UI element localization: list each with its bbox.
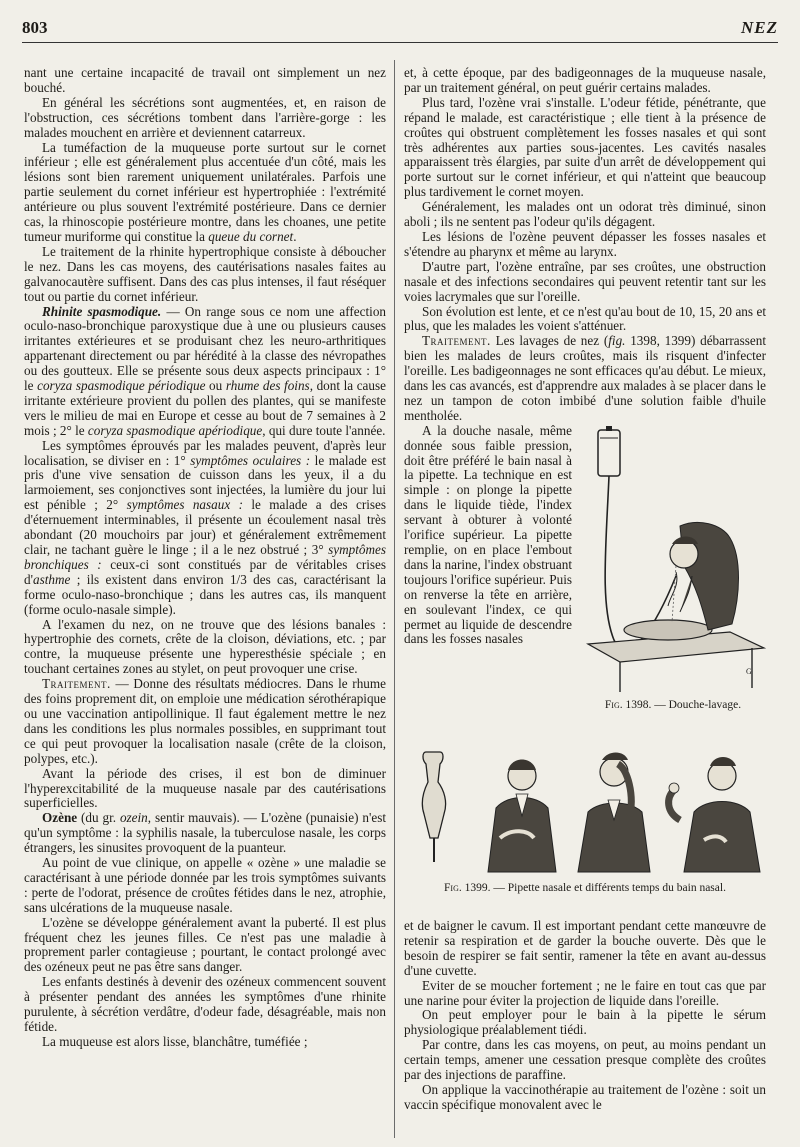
paragraph: Les enfants destinés à devenir des ozéneux commencent souvent à présenter pendant des années les symptômes d'une rhinite purulente, à sécrétion verdâtre, d'odeur fade, désagréable, mais non fétide. (24, 974, 386, 1034)
paragraph: Par contre, dans les cas moyens, on peut, au moins pendant un certain temps, amener une cessation presque complète des croûtes par des injections de paraffine. (404, 1037, 766, 1083)
person-figure-1 (488, 760, 556, 873)
figure-caption: Fig. 1399. — Pipette nasale et différents temps du bain nasal. (444, 882, 726, 894)
person-figure-3 (669, 757, 760, 872)
paragraph: Au point de vue clinique, on appelle « ozène » une maladie se caractérisant à une période donnée par les trois symptômes suivants : perte de l'odorat, présence de croûtes fétides dans le nez, atrophie, sans ulcérations de la muqueuse nasale. (24, 855, 386, 915)
right-column-bottom (404, 919, 766, 1113)
term: queue du cornet (208, 228, 294, 244)
paragraph: Traitement. Les lavages de nez (fig. 1398, 1399) débarrassent bien les malades de leurs croûtes, mais ils risquent d'infecter l'oreille. Les badigeonnages ne sont efficaces qu'au début. Le mieux, dans les cas avancés, est d'apprendre aux malades à se placer dans le nez un tampon de coton imbibé d'une solution faible d'huile mentholée. (404, 333, 767, 423)
person-figure-2 (578, 753, 650, 873)
figure-caption: Fig. 1398. — Douche-lavage. (604, 698, 742, 711)
paragraph: Son évolution est lente, et ce n'est qu'au bout de 10, 15, 20 ans et plus, que les malades les voient s'atténuer. (404, 303, 766, 334)
paragraph: La muqueuse est alors lisse, blanchâtre, tuméfiée ; (42, 1033, 308, 1049)
svg-text:G: G (746, 666, 752, 676)
paragraph: nant une certaine incapacité de travail ont simplement un nez bouché. (24, 65, 386, 95)
paragraph: On peut employer pour le bain à la pipette le sérum physiologique préalablement tiédi. (404, 1007, 766, 1038)
paragraph: A l'examen du nez, on ne trouve que des lésions banales : hypertrophie des cornets, crête de la cloison, déviations, etc. ; par contre, la muqueuse présente une hyperesthésie spéciale ; en touchant certaines zones au stylet, on peut provoquer une crise. (24, 616, 386, 677)
paragraph: L'ozène se développe généralement avant la puberté. Il est plus fréquent chez les jeunes filles. Ce n'est pas une maladie à proprement parler contagieuse ; pourtant, le contact prolongé avec des ozéneux peut ne pas être sans danger. (24, 914, 386, 975)
paragraph: La tuméfaction de la muqueuse porte surtout sur le cornet inférieur ; elle est généralement plus accentuée d'un côté, mais les lésions sont bien rarement uniquement unilatérales. Parfois une partie seulement du cornet inférieur est hypertrophiée : l'extrémité antérieure ou plus souvent l'extrémité postérieure. Dans ce dernier cas, la rhinoscopie postérieure montre, dans les choanes, une petite tumeur muriforme qui constitue la queue du cornet. (24, 139, 386, 244)
paragraph: Plus tard, l'ozène vrai s'installe. L'odeur fétide, pénétrante, que répand le malade, est caractéristique ; elle tient à la présence de croûtes qui obstruent complètement les fosses nasales et qui sont très adhérentes aux parties sous-jacentes. Les cavités nasales apparaissent très élargies, par suite d'un arrêt de développement qui porte surtout sur le cornet inférieur, et qui n'atteint que beaucoup plus tardivement le cornet moyen. (404, 94, 766, 200)
douche-lavage-illustration (580, 426, 766, 692)
page-number: 803 (22, 18, 48, 37)
subheading-traitement: Traitement. (422, 333, 491, 349)
paragraph: Les lésions de l'ozène peuvent dépasser les fosses nasales et s'étendre au pharynx et même au larynx. (404, 228, 766, 259)
paragraph: Eviter de se moucher fortement ; ne le faire en tout cas que par une narine pour éviter la projection de liquide dans l'oreille. (404, 977, 766, 1008)
running-head (22, 18, 778, 43)
entry-rhinite-spasmodique: Rhinite spasmodique. — On range sous ce nom une affection oculo-naso-bronchique paroxystique due à une ou plusieurs causes irritantes extérieures et se produisant chez les neuro-arthritiques appartenant directement ou par hérédité à la classe des névropathes ou des goutteux. Elle se présente sous deux aspects principaux : 1° le coryza spasmodique périodique ou rhume des foins, dont la cause irritante extérieure provient du pollen des plantes, qui se manifeste vers le milieu de mai en Europe et cesse au bout de 7 semaines à 2 mois ; 2° le coryza spasmodique apériodique, qui dure toute l'année. (24, 303, 387, 438)
figure-1399 (404, 742, 766, 904)
entry-title: Ozène (42, 810, 78, 826)
subheading-traitement: Traitement. (42, 676, 111, 692)
paragraph: On applique la vaccinothérapie au traitement de l'ozène : soit un vaccin spécifique monovalent avec le (404, 1081, 766, 1112)
paragraph: Traitement. — Donne des résultats médiocres. Dans le rhume des foins proprement dit, on emploie une médication sérothérapique ou une vaccination antipollinique. Il faut également mettre le nez dans les conditions les plus normales possibles, en supprimant tout ce qui peut provoquer la localisation nasale (crête de la cloison, polypes, etc.). (24, 676, 386, 766)
pipette-illustration (404, 742, 766, 878)
paragraph: Avant la période des crises, il est bon de diminuer l'hyperexcitabilité de la muqueuse nasale par des cautérisations superficielles. (24, 765, 386, 811)
paragraph: Généralement, les malades ont un odorat très diminué, sinon aboli ; ils ne sentent pas l'odeur qu'ils dégagent. (404, 199, 766, 230)
paragraph: et, à cette époque, par des badigeonnages de la muqueuse nasale, par un traitement général, on peut guérir certains malades. (404, 65, 766, 95)
section-title: NEZ (741, 18, 778, 37)
paragraph: D'autre part, l'ozène entraîne, par ses croûtes, une obstruction nasale et des infections secondaires qui peuvent retentir tant sur les voies lacrymales que sur l'oreille. (404, 258, 766, 304)
paragraph: Le traitement de la rhinite hypertrophique consiste à déboucher le nez. Dans les cas moyens, des cautérisations nasales faites au galvanocautère suffisent. Dans des cas plus intenses, il faut réséquer tout ou partie du cornet inférieur. (24, 243, 386, 304)
column-rule (394, 60, 395, 1138)
left-column (24, 66, 386, 1050)
right-column-top (404, 66, 766, 730)
entry-ozene: Ozène (du gr. ozein, sentir mauvais). — L'ozène (punaisie) n'est qu'un symptôme : la syphilis nasale, la tuberculose nasale, les corps étrangers, les sinusites provoquent de la puanteur. (24, 810, 386, 856)
paragraph: En général les sécrétions sont augmentées, et, en raison de l'obstruction, ces sécrétions tombent dans l'arrière-gorge : les malades mouchent en arrière et deviennent catarreux. (24, 94, 386, 140)
paragraph: Les symptômes éprouvés par les malades peuvent, d'après leur localisation, se diviser en : 1° symptômes oculaires : le malade est pris d'une vive sensation de cuisson dans les yeux, il a du larmoiement, ses conjonctives sont injectées, la lumière du jour lui est pénible ; 2° symptômes nasaux : le malade a des crises d'éternuement interminables, il présente un écoulement nasal très abondant (20 mouchoirs par jour) et généralement extrêmement clair, ne tachant guère le linge ; il a le nez obstrué ; 3° symptômes bronchiques : ceux-ci sont constitués par de véritables crises d'asthme ; ils existent dans environ 1/3 des cas, caractérisant la forme oculo-naso-bronchique ; dans les autres cas, ils manquent (forme oculo-nasale simple). (24, 437, 386, 617)
paragraph: et de baigner le cavum. Il est important pendant cette manœuvre de retenir sa respiration et de garder la bouche ouverte. Dès que le besoin de respirer se fait sentir, ramener la tête en avant au-dessus d'une cuvette. (404, 918, 766, 978)
figure-1398 (580, 426, 766, 726)
pipette-icon (422, 752, 445, 862)
paragraph: A la douche nasale, même donnée sous faible pression, doit être préféré le bain nasal à la pipette. La technique en est simple : on plonge la pipette dans le liquide tiède, l'index servant à obturer à volonté l'orifice supérieur. La pipette remplie, on en place l'embout dans la narine, l'index obstruant toujours l'orifice supérieur. Puis on renverse la tête en arrière, en soulevant l'index, ce qui permet au liquide de descendre dans les fosses nasales (404, 422, 572, 647)
entry-title: Rhinite spasmodique. (42, 303, 162, 319)
